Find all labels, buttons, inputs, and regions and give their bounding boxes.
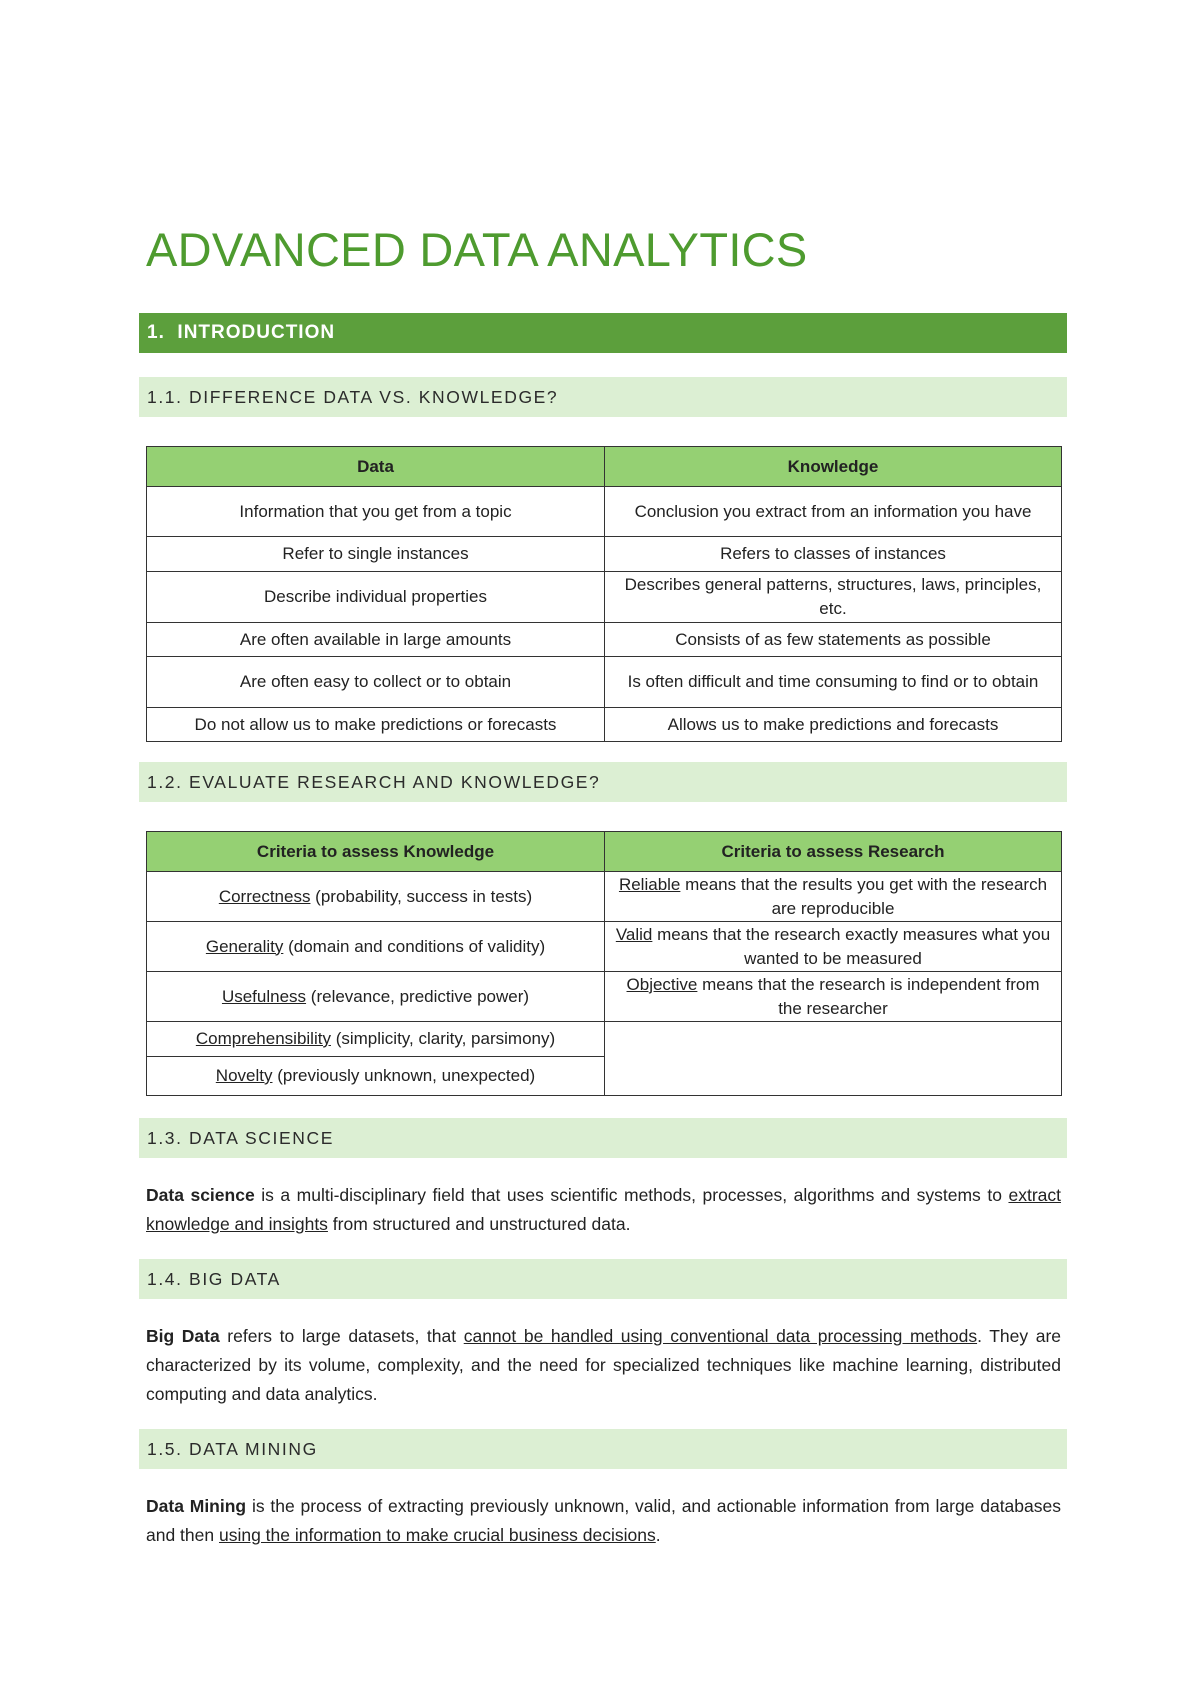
term-bold: Data Mining bbox=[146, 1496, 247, 1516]
criterion-term: Usefulness bbox=[221, 986, 307, 1006]
criterion-term: Correctness bbox=[218, 886, 311, 906]
criterion-term: Generality bbox=[205, 936, 284, 956]
table-row bbox=[147, 572, 1062, 623]
table-cell bbox=[147, 1022, 605, 1057]
table-cell: Refers to classes of instances bbox=[605, 537, 1062, 572]
table-header-row bbox=[147, 447, 1062, 487]
criterion-description: (relevance, predictive power) bbox=[306, 986, 530, 1006]
paragraph-data-mining bbox=[146, 1492, 1061, 1550]
table-cell: Allows us to make predictions and forecasts bbox=[605, 708, 1062, 742]
section-title: INTRODUCTION bbox=[177, 322, 336, 343]
table-row bbox=[147, 922, 1062, 972]
paragraph-text: . bbox=[655, 1525, 661, 1545]
table-cell bbox=[147, 872, 605, 922]
table-cell: Are often available in large amounts bbox=[147, 623, 605, 657]
table-cell bbox=[605, 922, 1062, 972]
table-row bbox=[147, 487, 1062, 537]
criterion-description: (simplicity, clarity, parsimony) bbox=[330, 1029, 556, 1048]
table-cell bbox=[605, 872, 1062, 922]
table-row bbox=[147, 537, 1062, 572]
criterion-description: (probability, success in tests) bbox=[310, 886, 533, 906]
table-cell bbox=[147, 922, 605, 972]
table-cell: Do not allow us to make predictions or forecasts bbox=[147, 708, 605, 742]
table-cell bbox=[605, 972, 1062, 1022]
paragraph-text: is a multi-disciplinary field that uses scientific methods, processes, algorithms and systems to bbox=[254, 1185, 1009, 1205]
criterion-term: Valid bbox=[615, 924, 653, 944]
criteria-table bbox=[146, 831, 1062, 1096]
column-header-data: Data bbox=[147, 447, 605, 487]
document-title: ADVANCED DATA ANALYTICS bbox=[146, 223, 808, 276]
paragraph-text: from structured and unstructured data. bbox=[327, 1214, 631, 1234]
table-row bbox=[147, 623, 1062, 657]
table-header-row bbox=[147, 832, 1062, 872]
paragraph-data-science bbox=[146, 1181, 1061, 1239]
section-heading-introduction bbox=[139, 313, 1067, 353]
underlined-phrase: using the information to make crucial business decisions bbox=[218, 1525, 656, 1545]
paragraph-text: refers to large datasets, that bbox=[219, 1326, 464, 1346]
subheading-evaluate-research: 1.2. EVALUATE RESEARCH AND KNOWLEDGE? bbox=[139, 762, 1067, 802]
table-cell: Describe individual properties bbox=[147, 572, 605, 623]
paragraph-big-data bbox=[146, 1322, 1061, 1409]
criterion-term: Reliable bbox=[618, 874, 681, 894]
term-bold: Data science bbox=[146, 1185, 255, 1205]
criterion-term: Novelty bbox=[215, 1066, 273, 1085]
underlined-phrase: extract knowledge and insights bbox=[146, 1185, 1061, 1234]
table-row bbox=[147, 657, 1062, 708]
table-cell: Consists of as few statements as possible bbox=[605, 623, 1062, 657]
table-row bbox=[147, 972, 1062, 1022]
criterion-description: (previously unknown, unexpected) bbox=[272, 1066, 536, 1085]
table-cell: Describes general patterns, structures, laws, principles, etc. bbox=[605, 572, 1062, 623]
criterion-description: (domain and conditions of validity) bbox=[283, 936, 546, 956]
underlined-phrase: cannot be handled using conventional data processing methods bbox=[463, 1326, 978, 1346]
subheading-data-vs-knowledge: 1.1. DIFFERENCE DATA VS. KNOWLEDGE? bbox=[139, 377, 1067, 417]
table-row bbox=[147, 872, 1062, 922]
table-cell bbox=[147, 1057, 605, 1096]
criterion-description: means that the results you get with the research are reproducible bbox=[680, 874, 1048, 918]
table-cell: Conclusion you extract from an information you have bbox=[605, 487, 1062, 537]
table-cell: Are often easy to collect or to obtain bbox=[147, 657, 605, 708]
subheading-data-science: 1.3. DATA SCIENCE bbox=[139, 1118, 1067, 1158]
table-cell: Is often difficult and time consuming to find or to obtain bbox=[605, 657, 1062, 708]
column-header-research-criteria: Criteria to assess Research bbox=[605, 832, 1062, 872]
subheading-big-data: 1.4. BIG DATA bbox=[139, 1259, 1067, 1299]
paragraph-text: . They are characterized by its volume, complexity, and the need for specialized techniques like machine learning, distributed computing and data analytics. bbox=[146, 1326, 1062, 1404]
data-knowledge-table bbox=[146, 446, 1062, 742]
empty-cell bbox=[605, 1022, 1062, 1096]
criterion-description: means that the research exactly measures what you wanted to be measured bbox=[652, 924, 1051, 968]
table-cell: Refer to single instances bbox=[147, 537, 605, 572]
table-row bbox=[147, 1022, 1062, 1057]
section-number: 1. bbox=[147, 322, 165, 343]
table-cell bbox=[147, 972, 605, 1022]
column-header-knowledge: Knowledge bbox=[605, 447, 1062, 487]
table-row bbox=[147, 708, 1062, 742]
criterion-term: Comprehensibility bbox=[195, 1029, 331, 1048]
term-bold: Big Data bbox=[146, 1326, 220, 1346]
criterion-term: Objective bbox=[626, 974, 698, 994]
table-cell: Information that you get from a topic bbox=[147, 487, 605, 537]
criterion-description: means that the research is independent from the researcher bbox=[697, 974, 1040, 1018]
paragraph-text: is the process of extracting previously unknown, valid, and actionable information from large databases and then bbox=[146, 1496, 1061, 1545]
column-header-knowledge-criteria: Criteria to assess Knowledge bbox=[147, 832, 605, 872]
subheading-data-mining: 1.5. DATA MINING bbox=[139, 1429, 1067, 1469]
